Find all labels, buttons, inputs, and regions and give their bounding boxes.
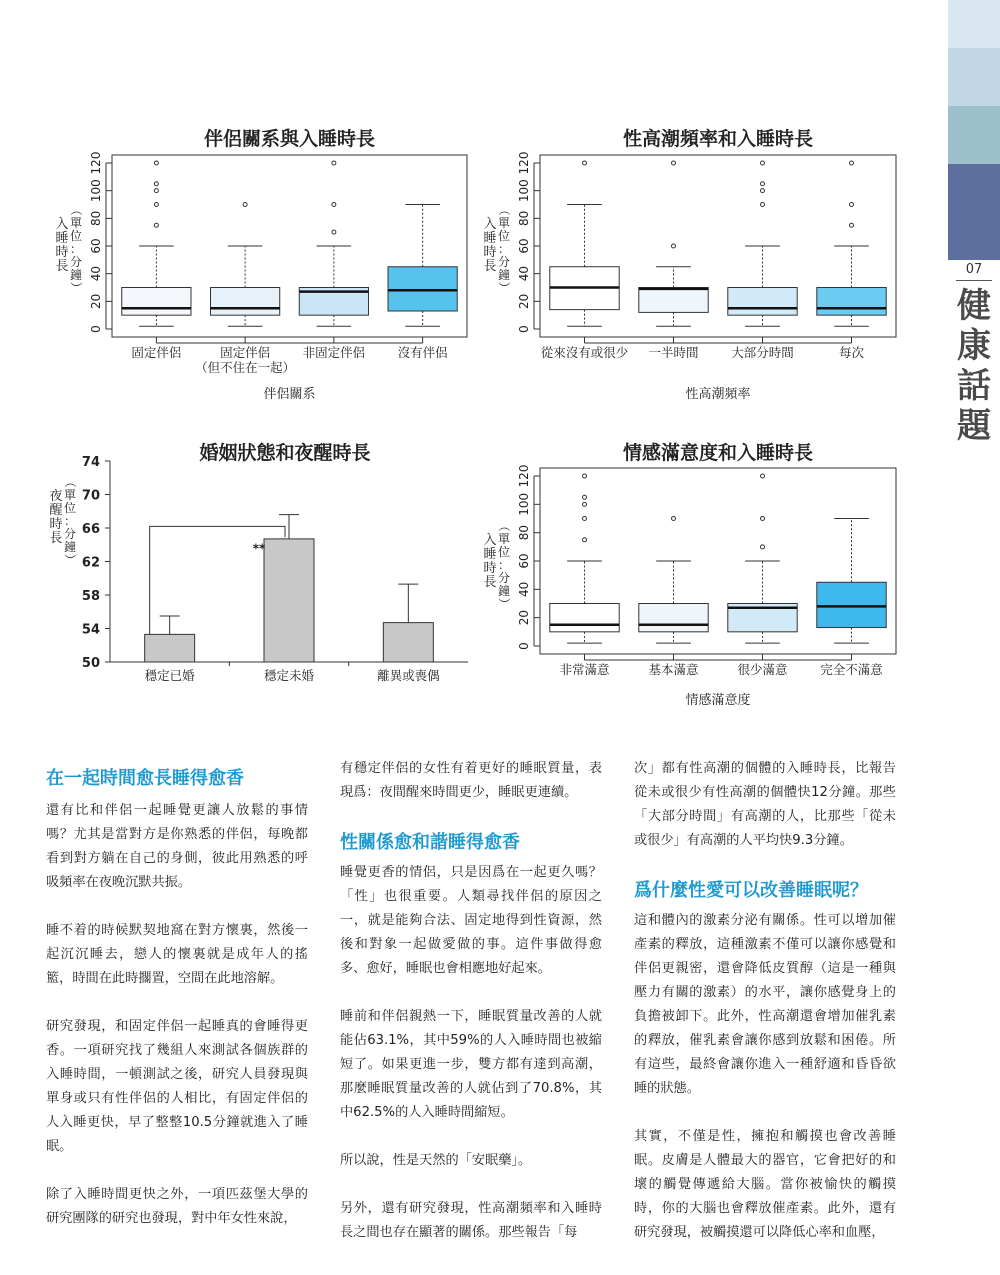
outlier-point [761,545,765,549]
y-axis-label-unit-char: 分 [69,255,83,269]
box [211,288,280,316]
x-tick-label: 沒有伴侶 [397,345,448,360]
y-axis-label-unit-char: ： [63,514,77,528]
section-title-char: 題 [957,406,991,446]
y-tick-label: 0 [517,642,531,650]
y-axis-label-char: 長 [483,259,497,274]
y-axis-label-unit-char: ） [62,553,77,566]
x-axis-label: 性高潮頻率 [685,387,751,402]
outlier-point [583,474,587,478]
y-tick-label: 60 [517,238,531,254]
y-tick-label: 100 [89,179,103,203]
bar [264,539,314,662]
y-tick-label: 80 [517,525,531,541]
y-axis-label-unit-char: ） [68,281,83,294]
paragraph: 睡前和伴侶親熱一下，睡眠質量改善的人就能佔63.1%，其中59%的人入睡時間也被縮短了。如果更進一步，雙方都有達到高潮，那麼睡眠質量改善的人就佔到了70.8%，其中62.5%的人入睡時間縮短。 [340,1009,602,1120]
bar [145,634,195,662]
y-axis-label-char: 時 [55,245,69,260]
x-tick-label: 很少滿意 [737,662,788,677]
y-tick-label: 66 [81,522,100,537]
x-tick-label: （但不住在一起） [195,360,296,375]
box [728,288,797,316]
y-tick-label: 0 [517,325,531,333]
y-tick-label: 40 [89,266,103,282]
outlier-point [332,161,336,165]
article-column-1 [46,757,308,1255]
paragraph: 還有比和伴侶一起睡覺更讓人放鬆的事情嗎？尤其是當對方是你熟悉的伴侶，每晚都看到對方躺在自己的身側，彼此用熟悉的呼吸頻率在夜晚沉默共振。 [46,803,308,890]
y-axis-label-unit-char: （ [62,475,77,488]
y-axis-label-char: 夜 [49,489,63,504]
y-tick-label: 120 [89,151,103,175]
chart-title: 婚姻狀態和夜醒時長 [199,442,371,464]
y-axis-label-unit-char: ） [496,597,511,610]
section-title-char: 健 [957,286,991,326]
article-column-2 [340,757,602,1269]
y-axis-label-unit-char: 分 [63,527,77,541]
paragraph: 所以說，性是天然的「安眠藥」。 [340,1153,532,1168]
x-axis-label: 伴侶關系 [263,387,316,402]
y-tick-label: 40 [517,581,531,597]
y-axis-label-unit-char: 位 [63,501,77,515]
y-tick-label: 20 [517,610,531,626]
y-axis-label-unit-char: 位 [497,545,511,559]
x-tick-label: 穩定未婚 [263,668,315,683]
outlier-point [243,203,247,207]
y-axis-label-char: 醒 [49,503,63,518]
x-tick-label: 完全不滿意 [820,662,883,677]
outlier-point [672,244,676,248]
x-tick-label: 每次 [838,345,865,360]
outlier-point [761,161,765,165]
section-heading: 在一起時間愈長睡得愈香 [46,768,244,789]
outlier-point [154,223,158,227]
y-axis-label-char: 時 [483,245,497,260]
y-tick-label: 100 [517,179,531,203]
y-tick-label: 120 [517,151,531,175]
bar [383,623,433,662]
x-tick-label: 基本滿意 [648,662,699,677]
box [817,288,886,316]
y-axis-label-char: 入 [483,533,497,548]
outlier-point [761,189,765,193]
paragraph: 次」都有性高潮的個體的入睡時長，比報告從未或很少有性高潮的個體快12分鐘。那些「大部分時間」有高潮的人，比那些「從未或很少」有高潮的人平均快9.3分鐘。 [634,761,896,848]
y-axis-label-char: 睡 [55,231,69,246]
box [388,267,457,311]
paragraph: 睡不着的時候默契地窩在對方懷裏，然後一起沉沉睡去，戀人的懷裏就是成年人的搖籃，時間在此時擱置，空間在此地溶解。 [46,923,308,986]
y-axis-label-unit-char: ） [496,281,511,294]
y-axis-label-unit-char: （ [68,203,83,216]
sidebar-color-band-4 [948,164,1000,260]
y-tick-label: 120 [517,464,531,488]
outlier-point [154,161,158,165]
outlier-point [583,495,587,499]
y-axis-label-unit-char: 單 [69,216,83,230]
x-tick-label: 固定伴侶 [220,345,271,360]
chart-title: 伴侶關系與入睡時長 [203,128,376,150]
outlier-point [672,517,676,521]
x-tick-label: 固定伴侶 [131,345,182,360]
outlier-point [332,203,336,207]
y-axis-label-unit-char: （ [496,519,511,532]
box [639,288,708,313]
paragraph: 研究發現，和固定伴侶一起睡真的會睡得更香。一項研究找了幾組人來測試各個族群的入睡時間，一頓測試之後，研究人員發現與單身或只有性伴侶的人相比，有固定伴侶的人入睡更快，早了整整10.5分鐘就進入了睡眠。 [46,1019,308,1154]
y-axis-label-unit-char: 鐘 [497,268,511,282]
outlier-point [332,230,336,234]
y-axis-label-unit-char: 鐘 [63,540,77,554]
outlier-point [583,517,587,521]
sidebar-color-band-3 [948,106,1000,164]
paragraph: 另外，還有研究發現，性高潮頻率和入睡時長之間也存在顯著的關係。那些報告「每 [340,1201,602,1240]
section-heading: 爲什麼性愛可以改善睡眠呢？ [634,880,868,901]
outlier-point [154,189,158,193]
y-tick-label: 80 [517,210,531,226]
box [122,288,191,316]
page-number-rule [956,280,992,281]
y-axis-label-unit-char: 分 [497,255,511,269]
y-tick-label: 20 [517,293,531,309]
outlier-point [583,161,587,165]
box [550,604,619,632]
article-column-3 [634,757,896,1269]
y-tick-label: 62 [81,555,100,571]
outlier-point [761,474,765,478]
y-axis-label-char: 長 [49,531,63,546]
paragraph: 其實，不僅是性，擁抱和觸摸也會改善睡眠。皮膚是人體最大的器官，它會把好的和壞的觸覺傳遞給大腦。當你被愉快的觸摸時，你的大腦也會釋放催產素。此外，還有研究發現，被觸摸還可以降低心率和血壓， [634,1129,896,1240]
x-tick-label: 一半時間 [648,345,699,360]
section-heading: 性關係愈和諧睡得愈香 [340,832,520,853]
x-tick-label: 大部分時間 [731,345,794,360]
y-axis-label-char: 入 [55,217,69,232]
outlier-point [761,517,765,521]
section-title-char: 話 [957,366,991,406]
x-tick-label: 穩定已婚 [144,668,195,683]
y-axis-label-unit-char: 單 [497,216,511,230]
x-tick-label: 離異或喪偶 [377,668,440,683]
outlier-point [761,182,765,186]
y-tick-label: 60 [89,238,103,254]
box [817,582,886,627]
y-axis-label-unit-char: ： [69,242,83,256]
outlier-point [583,538,587,542]
x-axis-label: 情感滿意度 [685,693,751,708]
y-tick-label: 58 [81,589,100,604]
y-axis-label-unit-char: 位 [69,229,83,243]
sidebar-color-band-1 [948,0,1000,48]
y-axis-label-char: 長 [55,259,69,274]
y-tick-label: 0 [89,325,103,333]
y-axis-label-unit-char: 位 [497,229,511,243]
y-axis-label-unit-char: 鐘 [497,584,511,598]
paragraph: 這和體內的激素分泌有關係。性可以增加催產素的釋放，這種激素不僅可以讓你感覺和伴侶更親密，還會降低皮質醇（這是一種與壓力有關的激素）的水平，讓你感覺身上的負擔被卸下。此外，性高潮還會增加催乳素的釋放，催乳素會讓你感到放鬆和困倦。所有這些，最終會讓你進入一種舒適和昏昏欲睡的狀態。 [634,913,896,1096]
paragraph: 除了入睡時間更快之外，一項匹茲堡大學的研究團隊的研究也發現，對中年女性來說， [46,1187,308,1226]
y-axis-label-unit-char: ： [497,242,511,256]
y-axis-label-char: 入 [483,217,497,232]
y-tick-label: 100 [517,492,531,516]
y-tick-label: 80 [89,210,103,226]
outlier-point [154,182,158,186]
x-tick-label: 非固定伴侶 [302,345,366,360]
box [639,604,708,632]
chart-title: 情感滿意度和入睡時長 [622,442,814,464]
chart-title: 性高潮頻率和入睡時長 [622,128,814,150]
significance-marker: ** [252,541,266,556]
paragraph: 睡覺更香的情侶，只是因爲在一起更久嗎？「性」也很重要。人類尋找伴侶的原因之一，就是能夠合法、固定地得到性資源，然後和對象一起做愛做的事。這件事做得愈多、愈好，睡眠也會相應地好起來。 [340,865,602,976]
y-axis-label-unit-char: （ [496,203,511,216]
y-axis-label-unit-char: ： [497,558,511,572]
outlier-point [583,502,587,506]
outlier-point [761,203,765,207]
y-axis-label-char: 長 [483,575,497,590]
y-tick-label: 40 [517,266,531,282]
y-tick-label: 74 [81,455,100,470]
outlier-point [154,203,158,207]
y-tick-label: 60 [517,553,531,569]
x-tick-label: 從來沒有或很少 [540,345,629,360]
y-axis-label-unit-char: 分 [497,571,511,585]
y-axis-label-char: 睡 [483,547,497,562]
x-tick-label: 非常滿意 [559,662,610,677]
outlier-point [850,223,854,227]
section-title-char: 康 [957,326,991,366]
y-tick-label: 54 [81,622,100,638]
y-tick-label: 70 [81,488,100,504]
y-axis-label-char: 時 [49,517,63,532]
page-number: 07 [965,262,983,277]
y-axis-label-unit-char: 單 [497,532,511,546]
outlier-point [672,161,676,165]
y-axis-label-char: 睡 [483,231,497,246]
y-tick-label: 50 [81,656,100,671]
y-axis-label-char: 時 [483,561,497,576]
y-axis-label-unit-char: 單 [63,488,77,502]
y-axis-label-unit-char: 鐘 [69,268,83,282]
paragraph: 有穩定伴侶的女性有着更好的睡眠質量，表現爲：夜間醒來時間更少，睡眠更連續。 [340,761,602,800]
sidebar-color-band-2 [948,48,1000,106]
y-tick-label: 20 [89,293,103,309]
outlier-point [850,203,854,207]
section-title [954,286,994,446]
outlier-point [850,161,854,165]
